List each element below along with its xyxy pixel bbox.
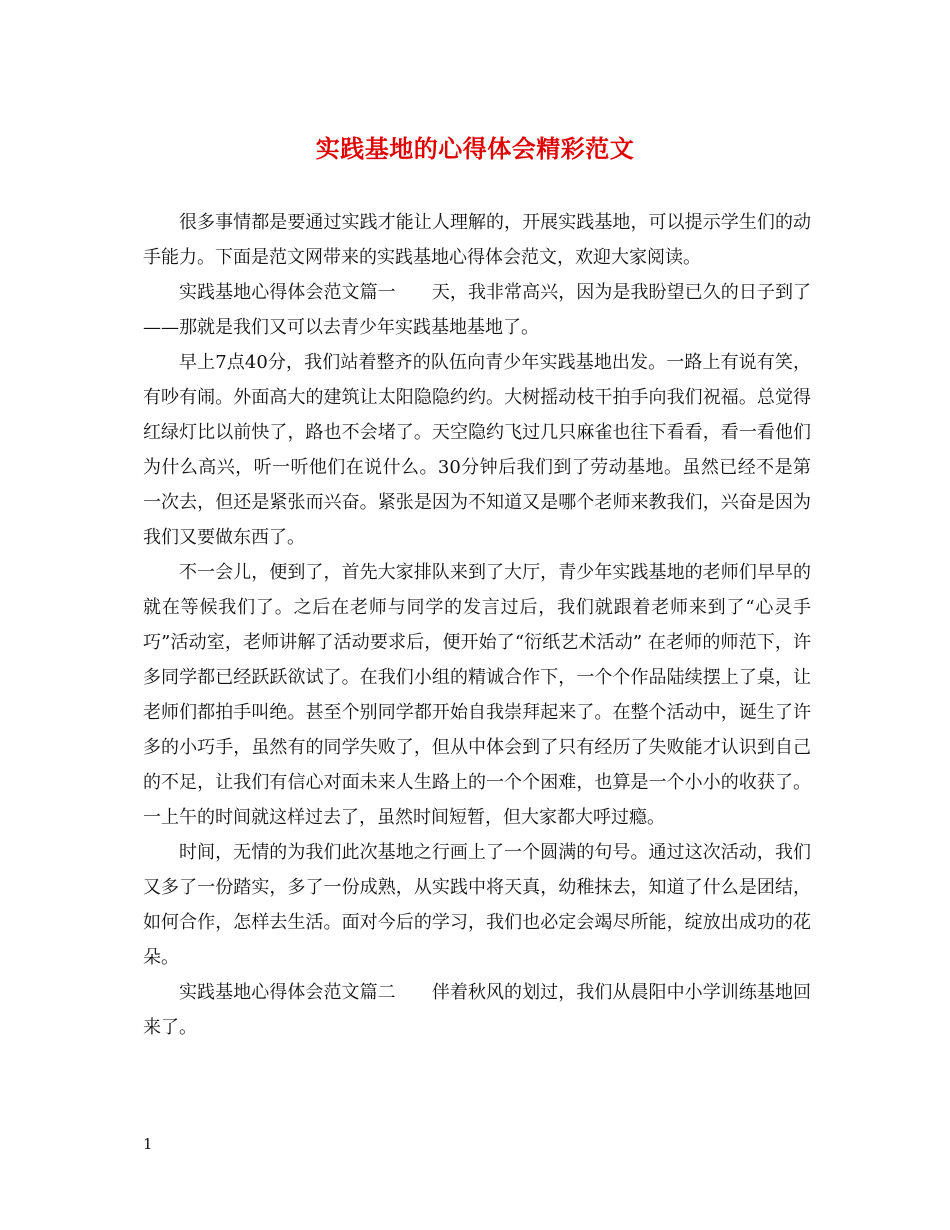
document-body (143, 205, 811, 1045)
page-number: 1 (143, 1135, 153, 1153)
paragraph-essay-one-opening: 实践基地心得体会范文篇一 天，我非常高兴，因为是我盼望已久的日子到了——那就是我们又可以去青少年实践基地基地了。 (143, 282, 811, 338)
paragraph-conclusion: 时间，无情的为我们此次基地之行画上了一个圆满的句号。通过这次活动，我们又多了一份踏实，多了一份成熟，从实践中将天真，幼稚抹去，知道了什么是团结，如何合作，怎样去生活。面对今后的学习，我们也必定会竭尽所能，绽放出成功的花朵。 (143, 842, 811, 968)
document-title: 实践基地的心得体会精彩范文 (315, 134, 635, 163)
paragraph-morning-departure: 早上7点40分，我们站着整齐的队伍向青少年实践基地出发。一路上有说有笑，有吵有闹。外面高大的建筑让太阳隐隐约约。大树摇动枝干拍手向我们祝福。总觉得红绿灯比以前快了，路也不会堵了。天空隐约飞过几只麻雀也往下看看，看一看他们为什么高兴，听一听他们在说什么。30分钟后我们到了劳动基地。虽然已经不是第一次去，但还是紧张而兴奋。紧张是因为不知道又是哪个老师来教我们，兴奋是因为我们又要做东西了。 (143, 352, 811, 548)
paragraph-intro: 很多事情都是要通过实践才能让人理解的，开展实践基地，可以提示学生们的动手能力。下面是范文网带来的实践基地心得体会范文，欢迎大家阅读。 (143, 212, 811, 268)
paragraph-activity: 不一会儿，便到了，首先大家排队来到了大厅，青少年实践基地的老师们早早的就在等候我们了。之后在老师与同学的发言过后，我们就跟着老师来到了“心灵手巧”活动室，老师讲解了活动要求后，便开始了“衍纸艺术活动” 在老师的师范下，许多同学都已经跃跃欲试了。在我们小组的精诚合作下，一个个作品陆续摆上了桌，让老师们都拍手叫绝。甚至个别同学都开始自我崇拜起来了。在整个活动中，诞生了许多的小巧手，虽然有的同学失败了，但从中体会到了只有经历了失败能才认识到自己的不足，让我们有信心对面未来人生路上的一个个困难，也算是一个小小的收获了。一上午的时间就这样过去了，虽然时间短暂，但大家都大呼过瘾。 (143, 562, 811, 828)
paragraph-essay-two-opening: 实践基地心得体会范文篇二 伴着秋风的划过，我们从晨阳中小学训练基地回来了。 (143, 982, 811, 1038)
